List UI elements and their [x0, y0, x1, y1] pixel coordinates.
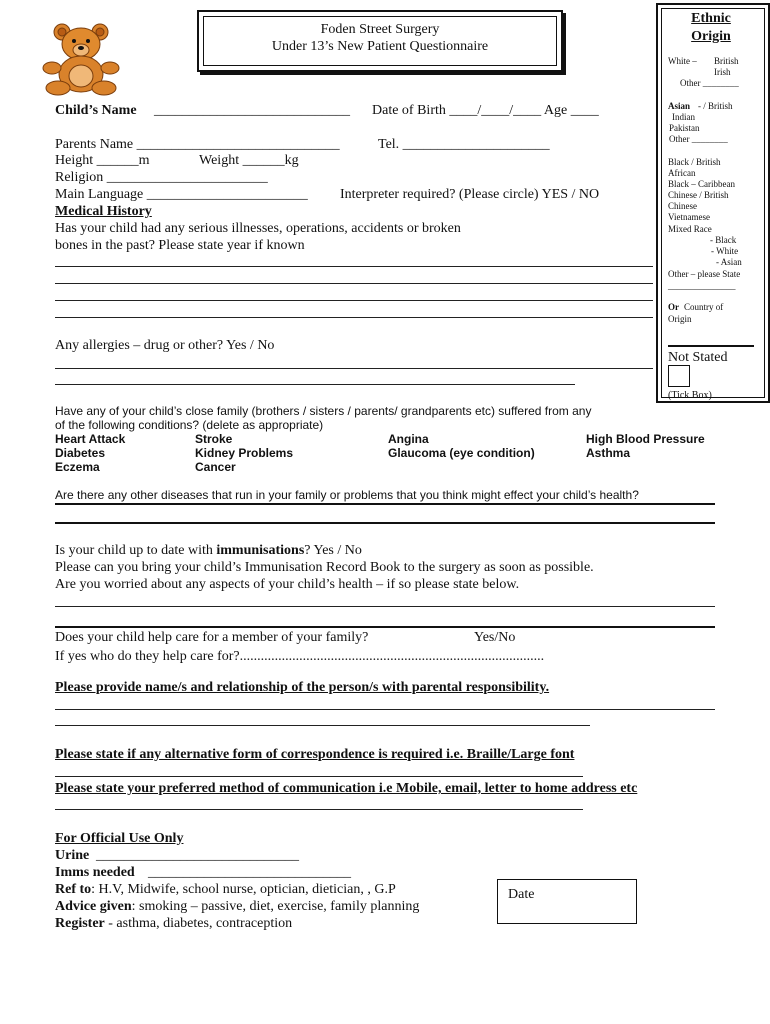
condition-eczema[interactable]: Eczema — [55, 460, 100, 474]
carer-question: Does your child help care for a member of your family? — [55, 630, 369, 645]
allergies-answer-line[interactable] — [55, 384, 575, 385]
ethnic-other-line: _______________ — [668, 281, 736, 291]
worried-answer-line[interactable] — [55, 626, 715, 628]
condition-glaucoma[interactable]: Glaucoma (eye condition) — [388, 446, 535, 460]
ethnic-asian-indian: Indian — [672, 112, 695, 122]
immunisations-question[interactable]: Is your child up to date with immunisations? Yes / No — [55, 543, 362, 558]
imms-needed-label: Imms needed — [55, 865, 135, 880]
ethnic-asian-pakistan: Pakistan — [669, 123, 700, 133]
illness-answer-line[interactable] — [55, 283, 653, 284]
imms-needed-field[interactable]: _____________________________ — [148, 865, 351, 880]
allergies-question[interactable]: Any allergies – drug or other? Yes / No — [55, 338, 275, 353]
immunisation-record-note: Please can you bring your child’s Immunisation Record Book to the surgery as soon as possible. — [55, 560, 594, 575]
ethnic-heading-2: Origin — [691, 29, 731, 44]
carer-who-field[interactable]: If yes who do they help care for?....................................................................................... — [55, 649, 545, 664]
childs-name-field[interactable]: ____________________________ — [154, 103, 350, 118]
worried-question: Are you worried about any aspects of your child’s health – if so please state below. — [55, 577, 520, 592]
childs-name-label: Child’s Name — [55, 103, 137, 118]
condition-cancer[interactable]: Cancer — [195, 460, 236, 474]
condition-stroke[interactable]: Stroke — [195, 432, 233, 446]
family-history-question-2: of the following conditions? (delete as appropriate) — [55, 418, 324, 432]
condition-high-blood-pressure[interactable]: High Blood Pressure — [586, 432, 705, 446]
condition-diabetes[interactable]: Diabetes — [55, 446, 106, 460]
illness-question-line-2: bones in the past? Please state year if known — [55, 238, 305, 253]
other-diseases-question: Are there any other diseases that run in your family or problems that you think might effect your child’s health? — [55, 488, 639, 502]
urine-label: Urine — [55, 848, 90, 863]
alternative-correspondence-heading: Please state if any alternative form of correspondence is required i.e. Braille/Large font — [55, 747, 575, 762]
ethnic-african: African — [668, 168, 696, 178]
ethnic-asian-label: Asian — [668, 101, 691, 111]
ethnic-asian-british: - / British — [698, 101, 733, 111]
ethnic-country-of: Country of — [684, 302, 724, 312]
ethnic-white-label: White – — [668, 56, 697, 66]
ethnic-or-label: Or — [668, 302, 679, 312]
main-language-field[interactable]: Main Language _______________________ — [55, 187, 308, 202]
official-use-heading: For Official Use Only — [55, 831, 184, 846]
religion-field[interactable]: Religion _______________________ — [55, 170, 268, 185]
illness-answer-line[interactable] — [55, 317, 653, 318]
ref-to-line: Ref to: H.V, Midwife, school nurse, optician, dietician, , G.P — [55, 882, 396, 897]
interpreter-question[interactable]: Interpreter required? (Please circle) YES / NO — [340, 187, 600, 202]
ethnic-heading-1: Ethnic — [691, 11, 731, 26]
not-stated-checkbox[interactable] — [668, 365, 690, 387]
urine-field[interactable]: _____________________________ — [96, 848, 299, 863]
worried-answer-line[interactable] — [55, 606, 715, 607]
advice-given-line: Advice given: smoking – passive, diet, exercise, family planning — [55, 899, 420, 914]
medical-history-heading: Medical History — [55, 204, 152, 219]
preferred-communication-line[interactable] — [55, 809, 583, 810]
condition-heart-attack[interactable]: Heart Attack — [55, 432, 126, 446]
height-field[interactable]: Height ______m — [55, 153, 150, 168]
ethnic-other-state: Other – please State — [668, 269, 741, 279]
not-stated-label: Not Stated — [668, 350, 728, 365]
ethnic-chinese: Chinese — [668, 201, 697, 211]
ethnic-mixed-black: - Black — [710, 235, 737, 245]
ethnic-mixed-white: - White — [711, 246, 739, 256]
other-diseases-answer-line[interactable] — [55, 503, 715, 505]
illness-question-line-1: Has your child had any serious illnesses, operations, accidents or broken — [55, 221, 461, 236]
ethnic-black-caribbean: Black – Caribbean — [668, 179, 735, 189]
illness-answer-line[interactable] — [55, 266, 653, 267]
other-diseases-answer-line[interactable] — [55, 522, 715, 524]
parental-responsibility-line[interactable] — [55, 725, 590, 726]
dob-age-field[interactable]: Date of Birth ____/____/____ Age ____ — [372, 103, 599, 118]
ethnic-mixed-race: Mixed Race — [668, 224, 712, 234]
carer-yes-no[interactable]: Yes/No — [474, 630, 516, 645]
condition-asthma[interactable]: Asthma — [586, 446, 631, 460]
title-line-1: Foden Street Surgery — [320, 22, 440, 37]
tel-field[interactable]: Tel. _____________________ — [378, 137, 550, 152]
title-line-2: Under 13’s New Patient Questionnaire — [271, 39, 489, 54]
ethnic-asian-other: Other ________ — [669, 134, 728, 144]
allergies-answer-line[interactable] — [55, 368, 653, 369]
title-box — [197, 10, 563, 72]
ethnic-origin-label: Origin — [668, 314, 692, 324]
condition-angina[interactable]: Angina — [388, 432, 429, 446]
ethnic-white-british: British — [714, 56, 739, 66]
date-label: Date — [508, 887, 535, 902]
ethnic-chinese-british: Chinese / British — [668, 190, 729, 200]
parental-responsibility-line[interactable] — [55, 709, 715, 710]
illness-answer-line[interactable] — [55, 300, 653, 301]
ethnic-mixed-asian: - Asian — [716, 257, 742, 267]
tick-box-label: (Tick Box) — [668, 390, 712, 401]
ethnic-black-british: Black / British — [668, 157, 721, 167]
parents-name-field[interactable]: Parents Name _____________________________ — [55, 137, 340, 152]
parental-responsibility-heading: Please provide name/s and relationship of the person/s with parental responsibility. — [55, 680, 550, 695]
ethnic-white-irish: Irish — [714, 67, 731, 77]
teddy-bear-icon — [38, 20, 128, 96]
ethnic-white-other: Other ________ — [680, 78, 739, 88]
condition-kidney-problems[interactable]: Kidney Problems — [195, 446, 294, 460]
ethnic-vietnamese: Vietnamese — [668, 212, 710, 222]
alternative-correspondence-line[interactable] — [55, 776, 583, 777]
family-history-question-1: Have any of your child’s close family (brothers / sisters / parents/ grandparents etc) suffered from any — [55, 404, 592, 418]
weight-field[interactable]: Weight ______kg — [199, 153, 299, 168]
register-line: Register - asthma, diabetes, contraception — [55, 916, 293, 931]
preferred-communication-heading: Please state your preferred method of communication i.e Mobile, email, letter to home address etc — [55, 781, 638, 796]
